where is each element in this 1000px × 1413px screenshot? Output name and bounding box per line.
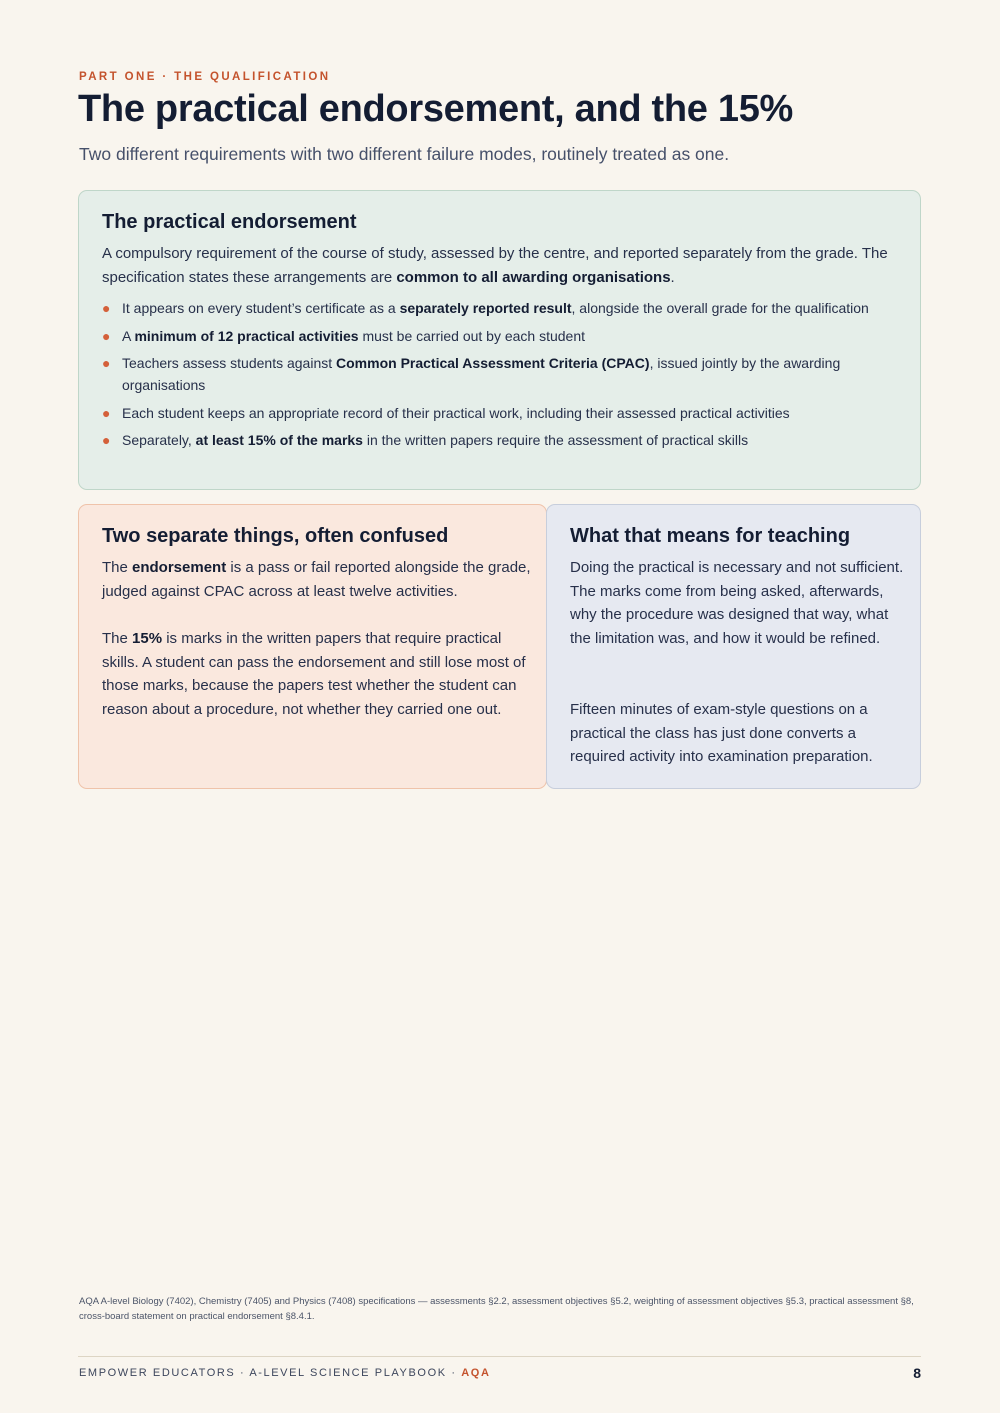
para-bold: endorsement — [132, 559, 227, 576]
confused-paragraph-2 — [102, 627, 532, 721]
bullet-bold: Common Practical Assessment Criteria (CPAC) — [336, 355, 650, 371]
bullet-dot-icon: ● — [102, 404, 111, 421]
bullet-bold: minimum of 12 practical activities — [134, 327, 359, 344]
para-text: is marks in the written papers that require practical skills. A student can pass the endorsement and still lose most of those marks, because the papers test whether the student can reason about a procedure, not whether they carried one out. — [102, 630, 526, 718]
intro-bold: common to all awarding organisations — [396, 268, 671, 286]
intro-text: A compulsory requirement of the course of study, assessed by the centre, and reported separately from the grade. The specification states these arrangements are — [102, 245, 888, 286]
section-kicker: PART ONE · THE QUALIFICATION — [79, 71, 331, 83]
page-number: 8 — [913, 1365, 921, 1381]
intro-end: . — [670, 268, 675, 286]
bullet-text: Separately, — [122, 432, 196, 448]
bullet-text: Teachers assess students against — [122, 355, 337, 371]
bullet-text: It appears on every student’s certificate as a — [122, 300, 400, 316]
confused-heading: Two separate things, often confused — [102, 525, 449, 547]
teaching-paragraph-2: Fifteen minutes of exam-style questions on a practical the class has just done converts a required activity into examination preparation. — [570, 701, 873, 766]
endorsement-card — [78, 190, 921, 490]
confused-paragraph-1 — [102, 556, 532, 603]
bullet-dot-icon: ● — [102, 355, 111, 371]
teaching-paragraph-1: Doing the practical is necessary and not sufficient. The marks come from being asked, afterwards, why the procedure was designed that way, what the limitation was, and how it would be refined. — [570, 559, 904, 647]
bullet-text: A — [122, 327, 135, 344]
source-footnote: AQA A-level Biology (7402), Chemistry (7405) and Physics (7408) specifications — assessments §2.2, assessment objectives §5.2, weighting of assessment objectives §5.3, practical assessment §8, cross-board statement on practical endorsement §8.4.1. — [79, 1296, 914, 1322]
footer-board-label: AQA — [461, 1367, 491, 1379]
footer-running-title — [79, 1367, 491, 1379]
bullet-item — [102, 325, 892, 347]
bullet-text: must be carried out by each student — [358, 327, 586, 344]
para-bold: 15% — [132, 630, 163, 647]
bullet-text: in the written papers require the assessment of practical skills — [362, 432, 749, 448]
para-text: is a pass or fail reported alongside the grade, judged against CPAC across at least twelve activities. — [102, 559, 531, 600]
footer-text: EMPOWER EDUCATORS · A-LEVEL SCIENCE PLAYBOOK · — [79, 1367, 462, 1379]
endorsement-bullet-list — [102, 297, 892, 457]
confused-card — [78, 504, 547, 789]
bullet-bold: separately reported result — [399, 300, 572, 316]
bullet-item — [102, 429, 892, 451]
bullet-text: Each student keeps an appropriate record of their practical work, including their assessed practical activities — [122, 404, 790, 421]
bullet-item — [102, 352, 892, 396]
footer-divider — [78, 1356, 921, 1357]
page-subtitle: Two different requirements with two different failure modes, routinely treated as one. — [79, 144, 730, 164]
bullet-text: , alongside the overall grade for the qualification — [571, 300, 869, 316]
para-text: The — [102, 630, 133, 647]
endorsement-intro — [102, 242, 892, 289]
bullet-item — [102, 402, 892, 424]
bullet-dot-icon: ● — [102, 432, 111, 448]
bullet-dot-icon: ● — [102, 300, 111, 316]
bullet-bold: at least 15% of the marks — [195, 432, 363, 448]
teaching-heading: What that means for teaching — [570, 525, 851, 547]
bullet-text: , issued jointly by the awarding organisations — [122, 355, 841, 393]
bullet-item — [102, 297, 892, 319]
page-title: The practical endorsement, and the 15% — [78, 88, 794, 130]
para-text: The — [102, 559, 133, 576]
endorsement-heading: The practical endorsement — [102, 211, 357, 233]
teaching-card — [546, 504, 921, 789]
bullet-dot-icon: ● — [102, 327, 111, 344]
